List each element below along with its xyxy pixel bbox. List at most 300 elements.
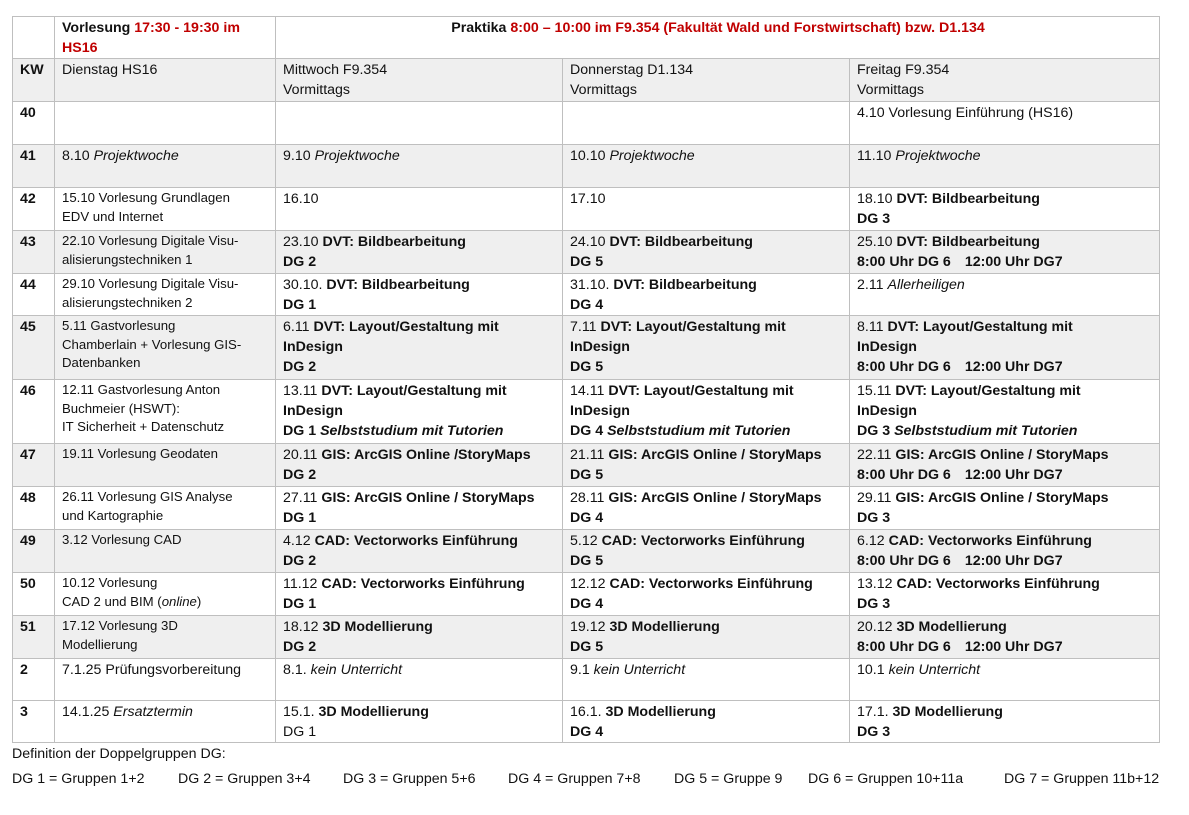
fri-cell xyxy=(850,380,1160,444)
cell-text: DVT: Bildbearbeitung xyxy=(896,234,1040,250)
kw-cell: 46 xyxy=(13,380,55,444)
thu-cell xyxy=(563,616,850,659)
cell-line xyxy=(283,702,556,722)
kw-cell: 47 xyxy=(13,444,55,487)
cell-line xyxy=(857,189,1153,209)
cell-line xyxy=(857,381,1153,401)
table-row xyxy=(13,316,1160,380)
cell-text: 29.10 Vorlesung Digitale Visu- xyxy=(62,276,239,291)
cell-line xyxy=(62,381,269,400)
cell-text: Allerheiligen xyxy=(887,277,965,293)
table-row xyxy=(13,145,1160,188)
cell-text: 7.11 xyxy=(570,319,601,335)
cell-line xyxy=(570,574,843,594)
kw-cell: 40 xyxy=(13,102,55,145)
tue-cell xyxy=(55,444,276,487)
cell-text: und Kartographie xyxy=(62,507,164,523)
cell-line xyxy=(857,531,1153,551)
kw-cell: 3 xyxy=(13,701,55,743)
cell-text: 30.10. xyxy=(283,277,327,293)
cell-text: InDesign xyxy=(857,403,917,419)
cell-text: 20.12 xyxy=(857,619,897,635)
cell-text: 5.12 xyxy=(570,533,602,549)
tue-cell xyxy=(55,274,276,316)
table-row xyxy=(13,380,1160,444)
wed-cell xyxy=(276,616,563,659)
legend-item: DG 1 = Gruppen 1+2 xyxy=(12,771,145,787)
cell-text: 23.10 xyxy=(283,234,323,250)
kw-cell: 51 xyxy=(13,616,55,659)
cell-text: CAD: Vectorworks Einführung xyxy=(314,533,518,549)
vorlesung-header xyxy=(55,17,276,59)
cell-text: ) xyxy=(196,593,202,609)
cell-text: 3D Modellierung xyxy=(605,704,716,720)
thu-cell xyxy=(563,487,850,530)
cell-line xyxy=(570,551,843,571)
cell-text: DG 4 xyxy=(570,724,604,740)
tue-cell xyxy=(55,188,276,231)
cell-text: 29.11 xyxy=(857,490,896,506)
cell-line xyxy=(283,508,556,528)
cell-line xyxy=(283,488,556,508)
cell-text: 8:00 Uhr DG 6 xyxy=(857,254,951,270)
cell-line xyxy=(283,594,556,614)
cell-text: InDesign xyxy=(570,339,630,355)
cell-text: 8.11 xyxy=(857,319,888,335)
cell-line xyxy=(857,617,1153,637)
fri-cell xyxy=(850,102,1160,145)
header-empty-cell xyxy=(13,17,55,59)
tue-cell xyxy=(55,616,276,659)
tue-cell xyxy=(55,316,276,380)
cell-text: GIS: ArcGIS Online / StoryMaps xyxy=(608,490,822,506)
kw-cell: 43 xyxy=(13,231,55,274)
cell-text: DVT: Bildbearbeitung xyxy=(609,234,753,250)
fri-cell xyxy=(850,701,1160,743)
fri-cell xyxy=(850,231,1160,274)
wed-cell xyxy=(276,274,563,316)
cell-text: GIS: ArcGIS Online / StoryMaps xyxy=(895,447,1109,463)
cell-line xyxy=(62,488,269,507)
kw-cell: 41 xyxy=(13,145,55,188)
cell-text: 4.12 xyxy=(283,533,315,549)
cell-text: 5.11 Gastvorlesung xyxy=(62,318,176,333)
cell-line xyxy=(283,252,556,272)
table-row xyxy=(13,102,1160,145)
thu-cell xyxy=(563,380,850,444)
thu-cell xyxy=(563,188,850,231)
cell-text: DG 5 xyxy=(570,254,604,270)
cell-line xyxy=(857,401,1153,421)
cell-text: DVT: Bildbearbeitung xyxy=(322,234,466,250)
cell-text: IT Sicherheit + Datenschutz xyxy=(62,419,225,434)
tue-cell xyxy=(55,380,276,444)
cell-line xyxy=(857,660,1153,680)
wed-cell xyxy=(276,701,563,743)
cell-text: 9.1 xyxy=(570,662,594,678)
cell-text: 24.10 xyxy=(570,234,610,250)
cell-text: 7.1.25 Prüfungsvorbereitung xyxy=(62,662,242,678)
cell-text: DG 3 xyxy=(857,596,891,612)
wed-cell xyxy=(276,102,563,145)
cell-text: 12:00 Uhr DG7 xyxy=(964,254,1063,270)
cell-line xyxy=(570,488,843,508)
schedule-table xyxy=(12,16,1160,743)
cell-text: 9.10 xyxy=(283,148,315,164)
cell-line xyxy=(857,702,1153,722)
tue-cell xyxy=(55,701,276,743)
legend-title: Definition der Doppelgruppen DG: xyxy=(12,746,226,762)
cell-line xyxy=(570,722,843,742)
table-row xyxy=(13,231,1160,274)
cell-text: Selbststudium mit Tutorien xyxy=(320,423,504,439)
cell-text: 10.10 xyxy=(570,148,610,164)
tue-cell xyxy=(55,659,276,701)
cell-text: GIS: ArcGIS Online /StoryMaps xyxy=(321,447,531,463)
cell-line xyxy=(857,337,1153,357)
cell-line xyxy=(62,418,269,437)
cell-line xyxy=(570,702,843,722)
table-row xyxy=(13,573,1160,616)
cell-line xyxy=(283,637,556,657)
cell-line xyxy=(62,636,269,655)
cell-text: online xyxy=(161,593,197,609)
tue-cell xyxy=(55,487,276,530)
cell-text: 8:00 Uhr DG 6 xyxy=(857,553,951,569)
cell-text: CAD 2 und BIM ( xyxy=(62,593,162,609)
tue-cell xyxy=(55,573,276,616)
cell-line xyxy=(857,465,1153,485)
legend-item: DG 3 = Gruppen 5+6 xyxy=(343,771,476,787)
cell-text: DVT: Layout/Gestaltung mit xyxy=(600,319,786,335)
cell-text: 10.1 xyxy=(857,662,889,678)
cell-text: 3D Modellierung xyxy=(318,704,429,720)
thu-cell xyxy=(563,573,850,616)
cell-text: CAD: Vectorworks Einführung xyxy=(321,576,525,592)
cell-text: Projektwoche xyxy=(895,148,981,164)
cell-text: kein Unterricht xyxy=(888,662,981,678)
cell-text: 3D Modellierung xyxy=(322,619,433,635)
cell-text: 31.10. xyxy=(570,277,614,293)
cell-text: CAD: Vectorworks Einführung xyxy=(896,576,1100,592)
cell-text: kein Unterricht xyxy=(310,662,403,678)
cell-line xyxy=(857,637,1153,657)
cell-text: alisierungstechniken 2 xyxy=(62,294,193,310)
kw-cell: 2 xyxy=(13,659,55,701)
praktika-label: Praktika xyxy=(451,20,511,36)
cell-text: Projektwoche xyxy=(609,148,695,164)
table-row xyxy=(13,444,1160,487)
cell-text: 15.11 xyxy=(857,383,896,399)
cell-line xyxy=(857,275,1153,295)
table-row xyxy=(13,274,1160,316)
table-row xyxy=(13,487,1160,530)
wed-cell xyxy=(276,316,563,380)
cell-text: 18.12 xyxy=(283,619,323,635)
cell-text: Ersatztermin xyxy=(113,704,193,720)
kw-cell: 45 xyxy=(13,316,55,380)
cell-line xyxy=(570,146,843,166)
cell-line xyxy=(570,617,843,637)
cell-line xyxy=(283,189,556,209)
cell-line xyxy=(570,357,843,377)
cell-text: Projektwoche xyxy=(314,148,400,164)
cell-line xyxy=(283,551,556,571)
thu-cell xyxy=(563,701,850,743)
cell-line xyxy=(62,354,269,373)
group-legend xyxy=(12,744,1160,789)
cell-line xyxy=(857,252,1153,272)
fri-cell xyxy=(850,530,1160,573)
kw-column-header: KW xyxy=(13,59,55,102)
cell-text: 8:00 Uhr DG 6 xyxy=(857,467,951,483)
wed-cell xyxy=(276,659,563,701)
table-row xyxy=(13,616,1160,659)
wed-cell xyxy=(276,444,563,487)
thu-cell xyxy=(563,274,850,316)
thu-cell xyxy=(563,145,850,188)
cell-text: 20.11 xyxy=(283,447,322,463)
kw-cell: 42 xyxy=(13,188,55,231)
cell-text: InDesign xyxy=(283,403,343,419)
cell-text: GIS: ArcGIS Online / StoryMaps xyxy=(321,490,535,506)
fri-cell xyxy=(850,616,1160,659)
cell-text: Projektwoche xyxy=(93,148,179,164)
cell-text: 16.10 xyxy=(283,191,319,207)
cell-line xyxy=(283,275,556,295)
wed-cell xyxy=(276,530,563,573)
table-row xyxy=(13,701,1160,743)
thu-cell xyxy=(563,444,850,487)
cell-text: DG 2 xyxy=(283,359,317,375)
table-row xyxy=(13,659,1160,701)
cell-text: 21.11 xyxy=(570,447,609,463)
cell-line xyxy=(570,317,843,337)
fri-cell xyxy=(850,188,1160,231)
cell-text: 17.10 xyxy=(570,191,606,207)
fri-cell xyxy=(850,659,1160,701)
praktika-header xyxy=(276,17,1160,59)
cell-line xyxy=(570,531,843,551)
cell-line xyxy=(857,508,1153,528)
cell-text: DG 3 xyxy=(857,510,891,526)
cell-text: CAD: Vectorworks Einführung xyxy=(888,533,1092,549)
cell-text: DG 5 xyxy=(570,467,604,483)
cell-line xyxy=(62,445,269,464)
cell-text: 3D Modellierung xyxy=(892,704,1003,720)
cell-text: DG 2 xyxy=(283,254,317,270)
wed-cell xyxy=(276,573,563,616)
cell-text: DVT: Layout/Gestaltung mit xyxy=(895,383,1081,399)
cell-line xyxy=(62,702,269,722)
vorlesung-room: HS16 xyxy=(62,40,98,56)
cell-text: DG 4 xyxy=(570,423,608,439)
wed-cell xyxy=(276,487,563,530)
cell-text: DVT: Bildbearbeitung xyxy=(326,277,470,293)
cell-line xyxy=(570,508,843,528)
cell-line xyxy=(570,337,843,357)
cell-line xyxy=(283,531,556,551)
cell-line xyxy=(283,317,556,337)
cell-line xyxy=(62,593,269,612)
cell-line xyxy=(570,660,843,680)
cell-text: 6.11 xyxy=(283,319,314,335)
cell-line xyxy=(570,421,843,441)
cell-text: DVT: Bildbearbeitung xyxy=(613,277,757,293)
cell-line xyxy=(857,594,1153,614)
cell-text: DG 1 xyxy=(283,510,317,526)
cell-text: 12.12 xyxy=(570,576,610,592)
fri-cell xyxy=(850,573,1160,616)
cell-line xyxy=(857,574,1153,594)
kw-cell: 44 xyxy=(13,274,55,316)
cell-text: Buchmeier (HSWT): xyxy=(62,400,180,416)
fri-cell xyxy=(850,487,1160,530)
cell-line xyxy=(857,722,1153,742)
cell-text: InDesign xyxy=(570,403,630,419)
cell-line xyxy=(283,295,556,315)
cell-line xyxy=(283,660,556,680)
cell-line xyxy=(570,295,843,315)
cell-line xyxy=(857,209,1153,229)
kw-cell: 48 xyxy=(13,487,55,530)
fri-cell xyxy=(850,316,1160,380)
cell-text: InDesign xyxy=(283,339,343,355)
cell-text: 11.10 xyxy=(857,148,896,164)
cell-line xyxy=(62,146,269,166)
cell-text: GIS: ArcGIS Online / StoryMaps xyxy=(895,490,1109,506)
cell-line xyxy=(857,551,1153,571)
cell-line xyxy=(283,232,556,252)
cell-text: DVT: Layout/Gestaltung mit xyxy=(313,319,499,335)
cell-text: 17.12 Vorlesung 3D xyxy=(62,618,178,633)
cell-text: CAD: Vectorworks Einführung xyxy=(601,533,805,549)
cell-text: 12:00 Uhr DG7 xyxy=(964,359,1063,375)
cell-text: DG 4 xyxy=(570,596,604,612)
cell-text: 12.11 Gastvorlesung Anton xyxy=(62,382,221,397)
cell-text: 22.10 Vorlesung Digitale Visu- xyxy=(62,233,239,248)
tuesday-column-header: Dienstag HS16 xyxy=(55,59,276,102)
cell-text: DG 3 xyxy=(857,724,891,740)
cell-text: DG 2 xyxy=(283,553,317,569)
cell-text: 10.12 Vorlesung xyxy=(62,575,158,590)
cell-text: Chamberlain + Vorlesung GIS- xyxy=(62,336,242,352)
cell-line xyxy=(283,401,556,421)
cell-line xyxy=(62,336,269,355)
cell-text: DG 3 xyxy=(857,423,895,439)
cell-text: CAD: Vectorworks Einführung xyxy=(609,576,813,592)
cell-text: 22.11 xyxy=(857,447,896,463)
cell-text: DG 5 xyxy=(570,359,604,375)
fri-cell xyxy=(850,444,1160,487)
cell-text: 14.11 xyxy=(570,383,609,399)
cell-text: 12:00 Uhr DG7 xyxy=(964,467,1063,483)
wednesday-column-header: Mittwoch F9.354 Vormittags xyxy=(276,59,563,102)
cell-line xyxy=(857,103,1153,123)
cell-text: 13.11 xyxy=(283,383,322,399)
cell-line xyxy=(62,208,269,227)
cell-text: 12:00 Uhr DG7 xyxy=(964,553,1063,569)
cell-text: DG 4 xyxy=(570,297,604,313)
cell-text: EDV und Internet xyxy=(62,208,164,224)
cell-line xyxy=(283,722,556,742)
cell-text: DG 5 xyxy=(570,553,604,569)
cell-text: 8:00 Uhr DG 6 xyxy=(857,639,951,655)
fri-cell xyxy=(850,145,1160,188)
wed-cell xyxy=(276,188,563,231)
wed-cell xyxy=(276,231,563,274)
cell-text: 3D Modellierung xyxy=(896,619,1007,635)
cell-text: Selbststudium mit Tutorien xyxy=(894,423,1078,439)
cell-line xyxy=(62,189,269,208)
cell-line xyxy=(570,637,843,657)
cell-line xyxy=(62,232,269,251)
cell-text: alisierungstechniken 1 xyxy=(62,251,193,267)
cell-line xyxy=(62,294,269,313)
cell-text: 18.10 xyxy=(857,191,897,207)
header-row xyxy=(13,17,1160,59)
cell-line xyxy=(570,401,843,421)
legend-item: DG 6 = Gruppen 10+11a xyxy=(808,771,964,787)
cell-line xyxy=(570,465,843,485)
cell-text: 8.10 xyxy=(62,148,94,164)
cell-text: DG 2 xyxy=(283,639,317,655)
cell-text: 25.10 xyxy=(857,234,897,250)
wed-cell xyxy=(276,380,563,444)
table-row xyxy=(13,188,1160,231)
cell-text: 3D Modellierung xyxy=(609,619,720,635)
tue-cell xyxy=(55,102,276,145)
legend-item: DG 7 = Gruppen 11b+12 xyxy=(1004,771,1160,787)
kw-cell: 50 xyxy=(13,573,55,616)
cell-text: 13.12 xyxy=(857,576,897,592)
legend-item: DG 2 = Gruppen 3+4 xyxy=(178,771,311,787)
cell-text: 19.12 xyxy=(570,619,610,635)
praktika-detail: 8:00 – 10:00 im F9.354 (Fakultät Wald und Forstwirtschaft) bzw. D1.134 xyxy=(510,20,985,36)
cell-line xyxy=(570,232,843,252)
vorlesung-label: Vorlesung xyxy=(62,20,135,36)
cell-text: 6.12 xyxy=(857,533,889,549)
cell-text: 14.1.25 xyxy=(62,704,114,720)
cell-text: 19.11 Vorlesung Geodaten xyxy=(62,446,218,461)
tue-cell xyxy=(55,530,276,573)
cell-text: DVT: Layout/Gestaltung mit xyxy=(608,383,794,399)
cell-text: GIS: ArcGIS Online / StoryMaps xyxy=(608,447,822,463)
cell-line xyxy=(62,317,269,336)
wed-cell xyxy=(276,145,563,188)
cell-line xyxy=(283,465,556,485)
cell-line xyxy=(283,617,556,637)
cell-text: 2.11 xyxy=(857,277,888,293)
cell-line xyxy=(283,357,556,377)
thursday-column-header: Donnerstag D1.134 Vormittags xyxy=(563,59,850,102)
cell-text: DG 5 xyxy=(570,639,604,655)
cell-line xyxy=(62,574,269,593)
cell-text: DG 1 xyxy=(283,297,317,313)
tue-cell xyxy=(55,231,276,274)
cell-line xyxy=(857,317,1153,337)
cell-line xyxy=(570,275,843,295)
cell-text: 17.1. xyxy=(857,704,893,720)
cell-text: DG 2 xyxy=(283,467,317,483)
friday-column-header: Freitag F9.354 Vormittags xyxy=(850,59,1160,102)
cell-line xyxy=(570,594,843,614)
cell-text: DG 1 xyxy=(283,724,317,740)
cell-line xyxy=(283,381,556,401)
cell-text: DG 1 xyxy=(283,423,321,439)
cell-text: DG 1 xyxy=(283,596,317,612)
legend-item: DG 4 = Gruppen 7+8 xyxy=(508,771,641,787)
